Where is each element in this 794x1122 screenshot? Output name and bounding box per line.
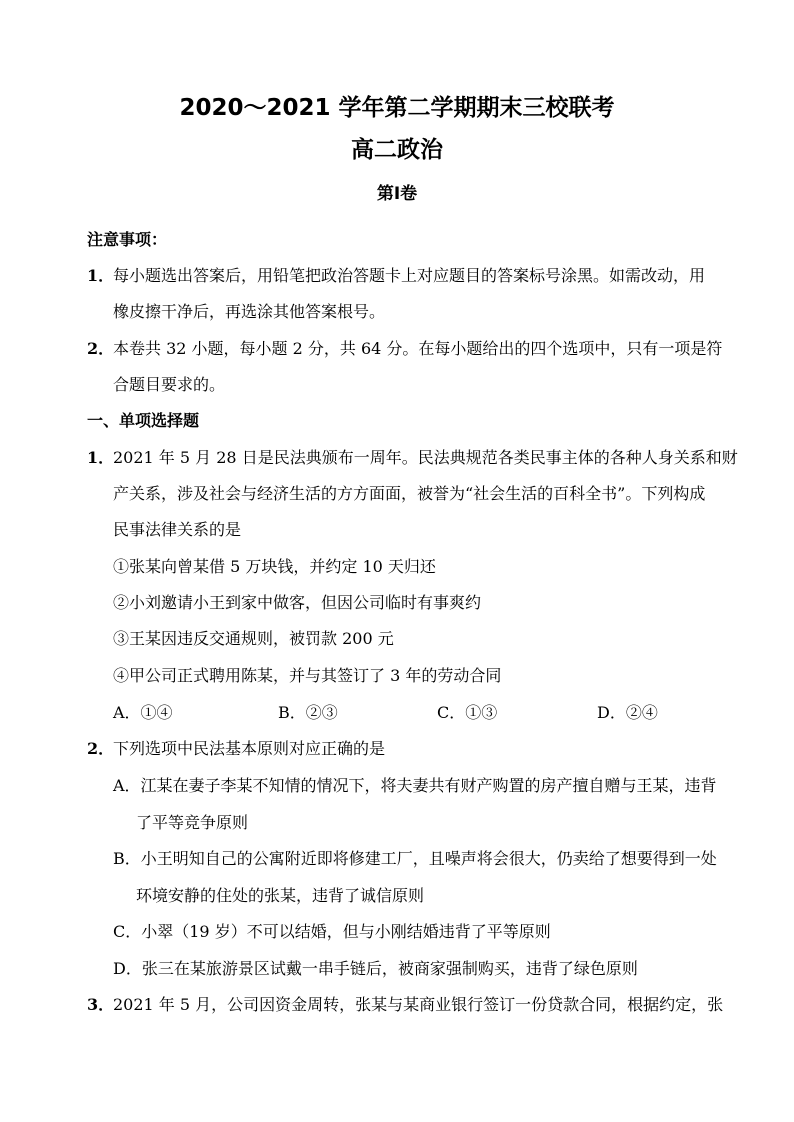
question-2-option-c: C．小翠（19 岁）不可以结婚，但与小刚结婚违背了平等原则	[113, 922, 551, 941]
question-2-option-b-cont: 环境安静的住处的张某，违背了诚信原则	[136, 886, 425, 905]
question-2-stem: 下列选项中民法基本原则对应正确的是	[113, 739, 386, 758]
exam-subject: 高二政治	[351, 137, 443, 163]
question-2-option-a: A．江某在妻子李某不知情的情况下，将夫妻共有财产购置的房产擅自赠与王某，违背	[113, 776, 717, 795]
question-1-statement-2: ②小刘邀请小王到家中做客，但因公司临时有事爽约	[113, 593, 482, 612]
question-1-stem: 2021 年 5 月 28 日是民法典颁布一周年。民法典规范各类民事主体的各种人身关系和财	[113, 448, 738, 467]
notice-item-1-text: 每小题选出答案后，用铅笔把政治答题卡上对应题目的答案标号涂黑。如需改动，用	[113, 266, 706, 285]
question-1-statement-3: ③王某因违反交通规则，被罚款 200 元	[113, 629, 394, 648]
notice-heading: 注意事项：	[87, 230, 168, 249]
question-3-stem: 2021 年 5 月，公司因资金周转，张某与某商业银行签订一份贷款合同，根据约定，张	[113, 995, 724, 1014]
question-1-option-a: A．①④	[113, 703, 173, 722]
question-1-stem-end: 民事法律关系的是	[113, 520, 242, 539]
notice-item-2-number: 2．	[87, 339, 115, 358]
volume-label: 第Ⅰ卷	[376, 184, 418, 204]
question-2-option-a-cont: 了平等竞争原则	[136, 813, 249, 832]
question-1-option-c: C．①③	[437, 703, 498, 722]
question-1-statement-1: ①张某向曾某借 5 万块钱，并约定 10 天归还	[113, 557, 436, 576]
notice-item-2-text-cont: 合题目要求的。	[113, 375, 226, 394]
question-2-option-d: D．张三在某旅游景区试戴一串手链后，被商家强制购买，违背了绿色原则	[113, 959, 638, 978]
notice-item-2-text: 本卷共 32 小题，每小题 2 分，共 64 分。在每小题给出的四个选项中，只有一项是符	[113, 339, 723, 358]
notice-item-1-number: 1．	[87, 266, 115, 285]
question-3-number: 3．	[87, 995, 115, 1014]
question-1-option-d: D．②④	[597, 703, 658, 722]
question-2-option-b: B．小王明知自己的公寓附近即将修建工厂，且噪声将会很大，仍卖给了想要得到一处	[113, 849, 717, 868]
question-1-number: 1．	[87, 448, 115, 467]
question-1-option-b: B．②③	[278, 703, 338, 722]
question-1-stem-cont: 产关系，涉及社会与经济生活的方方面面，被誉为“社会生活的百科全书”。下列构成	[113, 484, 706, 503]
exam-title: 2020～2021 学年第二学期期末三校联考	[179, 95, 615, 121]
notice-item-1-text-cont: 橡皮擦干净后，再选涂其他答案根号。	[113, 302, 386, 321]
question-2-number: 2．	[87, 739, 115, 758]
section-heading: 一、单项选择题	[87, 411, 200, 430]
question-1-statement-4: ④甲公司正式聘用陈某，并与其签订了 3 年的劳动合同	[113, 666, 502, 685]
